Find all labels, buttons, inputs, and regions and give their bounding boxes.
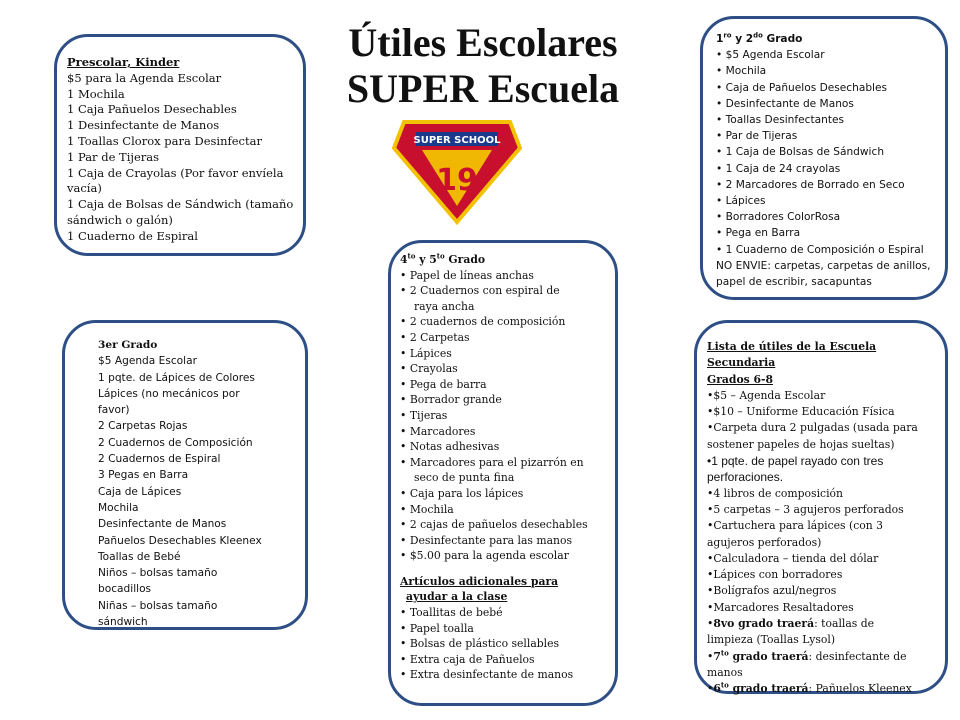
grade3-item: Toallas de Bebé	[98, 550, 181, 563]
secondary-item: •Cartuchera para lápices (con 3	[707, 519, 884, 533]
secondary-g7-text-1: : desinfectante de	[808, 649, 907, 663]
grade12-note-2: papel de escribir, sacapuntas	[716, 276, 872, 289]
grade12-item: • Pega en Barra	[716, 227, 801, 240]
prek-header: Prescolar, Kinder	[67, 55, 180, 69]
grade3-item: bocadillos	[98, 583, 152, 596]
grade45-extra-item: • Extra caja de Pañuelos	[400, 652, 535, 666]
secondary-header-1: Lista de útiles de la Escuela	[707, 340, 877, 353]
logo-number: 19	[436, 163, 478, 198]
grade3-item: Niños – bolsas tamaño	[98, 567, 218, 580]
secondary-item-text: perforaciones.	[707, 470, 784, 485]
grade12-item: • 1 Caja de 24 crayolas	[716, 162, 841, 175]
secondary-item: •1 pqte. de papel rayado con tres	[707, 454, 884, 469]
secondary-list	[707, 388, 918, 616]
grade45-item-text: 2 Cuadernos con espiral de	[409, 284, 560, 298]
grade45-list	[400, 268, 588, 564]
grade12-item-text: Toallas Desinfectantes	[725, 114, 845, 127]
grade45-item: • Crayolas	[400, 362, 458, 376]
secondary-item-text: Bolígrafos azul/negros	[713, 584, 837, 598]
grade12-item-text: Caja de Pañuelos Desechables	[725, 81, 888, 94]
grade45-item: • $5.00 para la agenda escolar	[400, 549, 569, 563]
secondary-item: •$5 – Agenda Escolar	[707, 388, 826, 402]
grade45-item-text: Caja para los lápices	[409, 486, 524, 500]
secondary-item-text: Carpeta dura 2 pulgadas (usada para	[713, 421, 918, 435]
secondary-header-3: Grados 6-8	[707, 372, 773, 386]
secondary-g7-label: grado traerá	[728, 649, 809, 663]
prek-item: 1 Desinfectante de Manos	[67, 118, 220, 133]
secondary-item-text: Calculadora – tienda del dólar	[713, 551, 879, 565]
grade45-header-b-sup: to	[436, 251, 445, 261]
grade3-item: sándwich	[98, 616, 148, 629]
grade45-item: • Marcadores para el pizarrón en	[400, 455, 584, 469]
grade45-extra-item: • Toallitas de bebé	[400, 606, 503, 620]
grade45-item-text: Notas adhesivas	[409, 440, 500, 454]
prek-item: 1 Toallas Clorox para Desinfectar	[67, 133, 262, 148]
grade45-item: • Borrador grande	[400, 393, 502, 407]
secondary-item-text: Cartuchera para lápices (con 3	[713, 519, 884, 533]
secondary-g7-text-2: manos	[707, 665, 743, 679]
grade12-box	[700, 16, 948, 300]
grade45-item-text: Mochila	[409, 502, 454, 516]
secondary-item: •5 carpetas – 3 agujeros perforados	[707, 502, 904, 516]
secondary-g6-sup: to	[720, 680, 729, 690]
prek-item: 1 Par de Tijeras	[67, 149, 159, 164]
grade3-box	[62, 320, 308, 630]
grade12-header-c: Grado	[762, 33, 803, 45]
grade3-item: Desinfectante de Manos	[98, 518, 227, 531]
prek-item: 1 Cuaderno de Espiral	[67, 228, 198, 243]
prek-item: sándwich o galón)	[67, 212, 173, 227]
grade45-item-text: Papel de líneas anchas	[409, 268, 534, 282]
secondary-g8-label: 8vo grado traerá	[713, 617, 815, 631]
grade12-item: • Mochila	[716, 65, 767, 78]
grade3-item: 2 Carpetas Rojas	[98, 420, 188, 433]
grade45-extra-item-text: Bolsas de plástico sellables	[409, 637, 560, 651]
grade12-header-b-sup: do	[753, 31, 763, 40]
grade12-item: • 1 Cuaderno de Composición o Espiral	[716, 243, 924, 256]
grade45-item-text: Pega de barra	[409, 377, 487, 391]
grade45-item: • Caja para los lápices	[400, 486, 524, 500]
grade3-item: favor)	[98, 404, 130, 417]
secondary-item: •Marcadores Resaltadores	[707, 600, 854, 614]
secondary-item-text: agujeros perforados)	[707, 535, 822, 549]
page-title	[318, 20, 648, 112]
grade45-extra-list	[400, 605, 588, 683]
secondary-item-text: 5 carpetas – 3 agujeros perforados	[713, 502, 904, 516]
secondary-item	[707, 535, 918, 551]
secondary-g8-text-1: : toallas de	[814, 617, 875, 631]
secondary-item: •Bolígrafos azul/negros	[707, 584, 837, 598]
secondary-g7-line-1: $•7^{to}$ grado traerá: desinfectante de	[707, 648, 907, 663]
grade3-item: Pañuelos Desechables Kleenex	[98, 534, 262, 547]
grade45-extra-item-text: Extra desinfectante de manos	[409, 668, 574, 682]
grade45-extra-item-text: Papel toalla	[409, 621, 474, 635]
secondary-g6-num: 6	[713, 682, 721, 696]
grade45-item-text: 2 cajas de pañuelos desechables	[409, 518, 588, 532]
super-school-logo	[392, 114, 522, 226]
grade12-item-text: Par de Tijeras	[725, 130, 798, 143]
secondary-item-text: 1 pqte. de papel rayado con tres	[711, 454, 884, 469]
grade45-item-text: seco de punta fina	[414, 471, 515, 485]
grade12-header-a: 1	[716, 33, 724, 45]
grade3-item: 2 Cuadernos de Espiral	[98, 453, 221, 466]
secondary-box	[694, 320, 948, 694]
grade45-extra-item: • Bolsas de plástico sellables	[400, 637, 560, 651]
prek-item: $5 para la Agenda Escolar	[67, 70, 222, 85]
secondary-item: •Lápices con borradores	[707, 568, 843, 582]
secondary-item: •$10 – Uniforme Educación Física	[707, 405, 895, 419]
prek-item: vacía)	[67, 181, 102, 196]
grade12-header-a-sup: ro	[723, 31, 732, 40]
grade12-item: • Par de Tijeras	[716, 130, 798, 143]
grade3-header: 3er Grado	[98, 339, 158, 351]
grade45-item-text: 2 cuadernos de composición	[409, 315, 566, 329]
secondary-header-2: Secundaria	[707, 356, 776, 370]
grade12-item-text: $5 Agenda Escolar	[725, 49, 825, 62]
grade45-item-text: 2 Carpetas	[409, 330, 470, 344]
grade45-item: • 2 Carpetas	[400, 330, 470, 344]
secondary-item-text: $5 – Agenda Escolar	[713, 388, 826, 402]
grade12-header-b: y 2	[731, 33, 754, 45]
secondary-g7-num: 7	[713, 649, 721, 663]
grade45-item: • Papel de líneas anchas	[400, 268, 534, 282]
grade45-extra-item: • Extra desinfectante de manos	[400, 668, 574, 682]
grade12-note-1: NO ENVIE: carpetas, carpetas de anillos,	[716, 259, 931, 272]
grade45-extra-header-1: Artículos adicionales para	[400, 574, 559, 588]
prek-list	[67, 71, 293, 245]
grade45-item-text: $5.00 para la agenda escolar	[409, 549, 569, 563]
grade45-item	[400, 299, 588, 315]
grade45-extra-item-text: Extra caja de Pañuelos	[409, 652, 535, 666]
secondary-item: •Calculadora – tienda del dólar	[707, 551, 879, 565]
secondary-g6-line-1: $•6^{to}$ grado traerá: Pañuelos Kleenex	[707, 680, 912, 696]
secondary-item	[707, 469, 918, 485]
grade12-item-text: Borradores ColorRosa	[725, 211, 841, 224]
grade45-item-text: Lápices	[409, 346, 452, 360]
grade12-header	[716, 31, 931, 47]
grade3-item: 3 Pegas en Barra	[98, 469, 189, 482]
grade45-extra-item-text: Toallitas de bebé	[409, 606, 503, 620]
secondary-g6-text-1: : Pañuelos Kleenex	[808, 682, 912, 696]
grade45-item	[400, 470, 588, 486]
prek-box	[54, 34, 306, 256]
grade3-item: 2 Cuadernos de Composición	[98, 436, 253, 449]
grade3-list	[98, 353, 262, 630]
grade12-item: • Lápices	[716, 195, 766, 208]
secondary-g7-sup: to	[720, 648, 729, 658]
grade45-item-text: Tijeras	[409, 408, 448, 422]
grade12-item-text: Lápices	[725, 195, 766, 208]
grade45-extra-item: • Papel toalla	[400, 621, 474, 635]
grade3-item: Mochila	[98, 501, 139, 514]
grade3-item: $5 Agenda Escolar	[98, 355, 197, 368]
secondary-item-text: sostener papeles de hojas sueltas)	[707, 437, 895, 451]
secondary-item: •4 libros de composición	[707, 486, 844, 500]
grade12-item-text: Desinfectante de Manos	[725, 97, 854, 110]
grade3-item: Niñas – bolsas tamaño	[98, 599, 218, 612]
grade45-item: • Tijeras	[400, 408, 448, 422]
grade45-item: • 2 cuadernos de composición	[400, 315, 566, 329]
grade45-item-text: raya ancha	[414, 299, 475, 313]
prek-item: 1 Caja Pañuelos Desechables	[67, 102, 237, 117]
grade45-item: • Notas adhesivas	[400, 440, 500, 454]
secondary-item-text: Marcadores Resaltadores	[713, 600, 854, 614]
grade45-header-a-sup: to	[407, 251, 416, 261]
prek-item: 1 Caja de Crayolas (Por favor envíela	[67, 165, 284, 180]
title-line-2: SUPER Escuela	[346, 66, 620, 111]
grade45-item-text: Borrador grande	[409, 393, 502, 407]
grade12-item-text: Pega en Barra	[725, 227, 801, 240]
secondary-item-text: Lápices con borradores	[713, 568, 843, 582]
grade12-item-text: Mochila	[725, 65, 767, 78]
grade45-item: • Marcadores	[400, 424, 476, 438]
grade45-item: • 2 cajas de pañuelos desechables	[400, 518, 588, 532]
grade12-list	[716, 47, 931, 258]
secondary-item-text: $10 – Uniforme Educación Física	[713, 405, 895, 419]
grade45-extra-header-2: ayudar a la clase	[406, 590, 508, 604]
grade12-item-text: 2 Marcadores de Borrado en Seco	[725, 178, 905, 191]
grade45-item-text: Desinfectante para las manos	[409, 533, 573, 547]
secondary-g8-text-2: limpieza (Toallas Lysol)	[707, 633, 836, 647]
prek-item: 1 Mochila	[67, 86, 125, 101]
prek-item: 1 Caja de Bolsas de Sándwich (tamaño	[67, 197, 294, 212]
grade3-item: Caja de Lápices	[98, 485, 182, 498]
grade12-item-text: 1 Cuaderno de Composición o Espiral	[725, 243, 924, 256]
grade3-item: 1 pqte. de Lápices de Colores	[98, 371, 255, 384]
grade12-item: • Borradores ColorRosa	[716, 211, 841, 224]
grade45-item-text: Crayolas	[409, 362, 458, 376]
grade12-item: • $5 Agenda Escolar	[716, 49, 825, 62]
grade12-item-text: 1 Caja de Bolsas de Sándwich	[725, 146, 885, 159]
grade45-box	[388, 240, 618, 706]
secondary-g6-label: grado traerá	[728, 682, 809, 696]
grade45-item: • 2 Cuadernos con espiral de	[400, 284, 560, 298]
grade45-header	[400, 252, 588, 268]
grade3-item: Lápices (no mecánicos por	[98, 387, 240, 400]
grade12-item: • Toallas Desinfectantes	[716, 114, 845, 127]
grade45-item-text: Marcadores	[409, 424, 476, 438]
title-line-1: Útiles Escolares	[348, 20, 618, 65]
grade45-item: • Pega de barra	[400, 377, 487, 391]
grade45-item: • Desinfectante para las manos	[400, 533, 573, 547]
grade45-header-a: 4	[400, 253, 408, 266]
grade45-header-c: Grado	[444, 253, 486, 266]
grade12-item: • Caja de Pañuelos Desechables	[716, 81, 888, 94]
grade45-item: • Lápices	[400, 346, 452, 360]
grade12-item: • Desinfectante de Manos	[716, 97, 854, 110]
grade12-item-text: 1 Caja de 24 crayolas	[725, 162, 841, 175]
secondary-item: •Carpeta dura 2 pulgadas (usada para	[707, 421, 918, 435]
grade45-header-b: y 5	[415, 253, 437, 266]
grade45-item-text: Marcadores para el pizarrón en	[409, 455, 584, 469]
grade45-item: • Mochila	[400, 502, 454, 516]
grade12-item: • 2 Marcadores de Borrado en Seco	[716, 178, 905, 191]
secondary-g8-line-1: •8vo grado traerá: toallas de	[707, 617, 875, 631]
secondary-item-text: 4 libros de composición	[713, 486, 844, 500]
secondary-item	[707, 437, 918, 453]
grade12-item: • 1 Caja de Bolsas de Sándwich	[716, 146, 885, 159]
logo-text: SUPER SCHOOL	[413, 135, 501, 146]
